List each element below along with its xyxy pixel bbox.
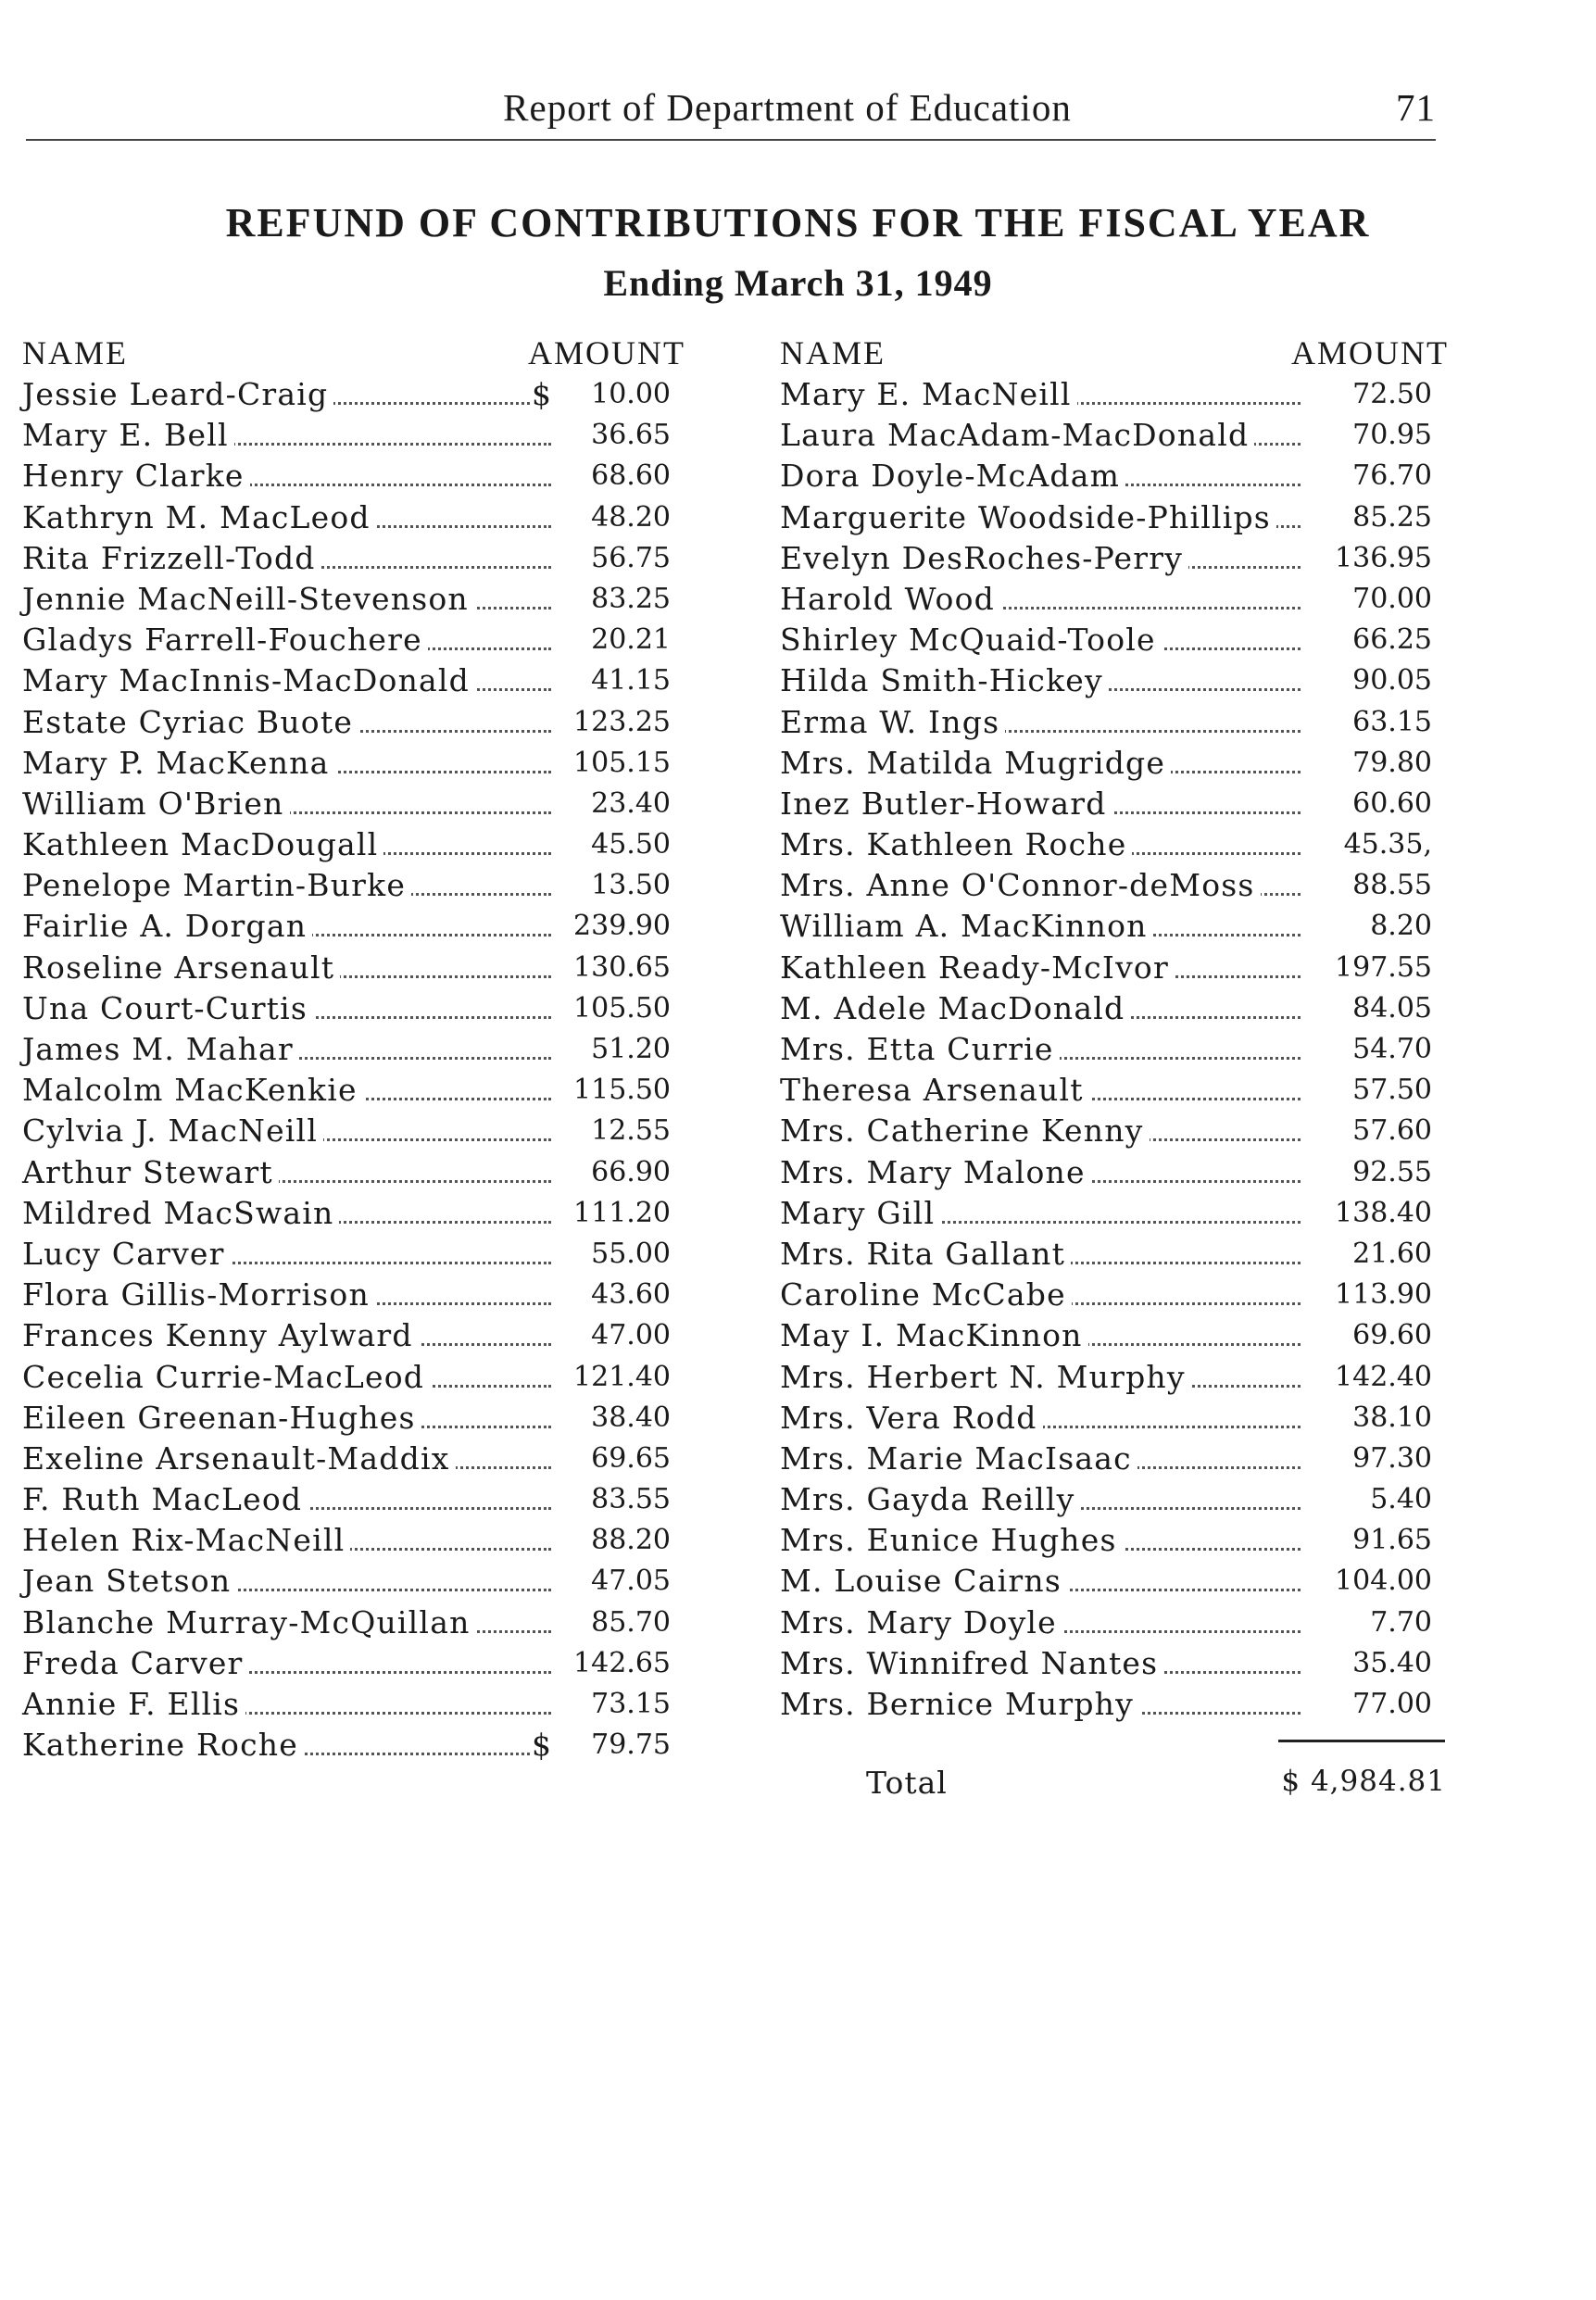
table-row (780, 579, 1449, 620)
table-row (780, 620, 1449, 660)
entry-amount: 60.60 (1352, 786, 1432, 820)
table-row (22, 1439, 685, 1479)
table-row (22, 865, 685, 906)
entry-name: Annie F. Ellis (22, 1684, 245, 1725)
entry-amount: 69.65 (591, 1441, 671, 1475)
entry-amount: 45.35, (1343, 828, 1432, 861)
entry-amount: 35.40 (1352, 1646, 1432, 1679)
entry-amount: 88.55 (1352, 869, 1432, 902)
entry-name: Mrs. Rita Gallant (780, 1234, 1071, 1275)
entry-amount: 57.50 (1352, 1074, 1432, 1107)
entry-name: Exeline Arsenault-Maddix (22, 1439, 456, 1479)
entry-amount: 121.40 (573, 1360, 671, 1393)
header-rule (26, 139, 1436, 141)
table-row (22, 824, 685, 865)
entry-name: Gladys Farrell-Fouchere (22, 620, 428, 660)
table-row (780, 415, 1449, 456)
entry-amount: 130.65 (573, 950, 671, 984)
entry-amount: 84.05 (1352, 991, 1432, 1024)
running-title: Report of Department of Education (503, 86, 1072, 129)
entry-name: Marguerite Woodside-Phillips (780, 497, 1276, 538)
table-row (780, 1643, 1449, 1684)
entry-name: Lucy Carver (22, 1234, 231, 1275)
entry-amount: 105.15 (573, 746, 671, 779)
entry-amount: 72.50 (1352, 378, 1432, 410)
table-row (22, 620, 685, 660)
table-row (780, 743, 1449, 784)
entry-name: Mrs. Anne O'Connor-deMoss (780, 865, 1261, 906)
entry-name: Mary MacInnis-MacDonald (22, 660, 475, 701)
entry-amount: 55.00 (591, 1237, 671, 1270)
entry-name: Mrs. Etta Currie (780, 1029, 1060, 1070)
entry-amount: 43.60 (591, 1278, 671, 1312)
entry-amount: 85.25 (1352, 500, 1432, 534)
total-amount: $ 4,984.81 (1281, 1765, 1446, 1798)
entry-name: Arthur Stewart (22, 1152, 279, 1193)
table-row (780, 456, 1449, 496)
entry-name: Mrs. Kathleen Roche (780, 824, 1132, 865)
entry-amount: 66.90 (591, 1155, 671, 1188)
entry-amount: 7.70 (1370, 1605, 1432, 1639)
entry-amount: 113.90 (1335, 1278, 1432, 1312)
page-number: 71 (1396, 86, 1436, 129)
entry-name: Katherine Roche (22, 1725, 304, 1766)
entry-amount: 197.55 (1335, 950, 1432, 984)
running-head (139, 85, 1436, 141)
total-rule (1278, 1740, 1445, 1742)
right-column (780, 333, 1449, 1725)
table-row (22, 1725, 685, 1766)
table-row (22, 906, 685, 947)
entry-name: Shirley McQuaid-Toole (780, 620, 1162, 660)
entry-name: Mary P. MacKenna (22, 743, 335, 784)
table-row (780, 1357, 1449, 1398)
entry-name: Mary E. MacNeill (780, 374, 1077, 415)
name-header: NAME (22, 334, 128, 371)
table-row (22, 702, 685, 743)
entry-name: Mrs. Winnifred Nantes (780, 1643, 1163, 1684)
total-label: Total (866, 1765, 948, 1801)
entry-name: Mrs. Catherine Kenny (780, 1111, 1150, 1151)
table-row (22, 743, 685, 784)
table-row (22, 948, 685, 988)
entry-name: Mrs. Marie MacIsaac (780, 1439, 1137, 1479)
entry-amount: 142.65 (573, 1646, 671, 1679)
entry-name: Caroline McCabe (780, 1275, 1072, 1315)
entry-amount: 136.95 (1335, 541, 1432, 574)
dollar-sign: $ (530, 1725, 551, 1766)
right-column-header (780, 333, 1449, 374)
entry-amount: 56.75 (591, 541, 671, 574)
table-row (780, 660, 1449, 701)
entry-name: Inez Butler-Howard (780, 784, 1112, 824)
entry-amount: 68.60 (591, 459, 671, 493)
entry-name: Mrs. Herbert N. Murphy (780, 1357, 1191, 1398)
entry-amount: 10.00 (591, 378, 671, 410)
entry-name: Una Court-Curtis (22, 988, 313, 1029)
entry-amount: 83.25 (591, 582, 671, 615)
entry-name: Jean Stetson (22, 1561, 236, 1602)
entry-name: Mildred MacSwain (22, 1193, 339, 1234)
table-subtitle: Ending March 31, 1949 (603, 262, 993, 304)
entry-name: May I. MacKinnon (780, 1315, 1088, 1356)
entry-amount: 73.15 (591, 1688, 671, 1720)
entry-amount: 138.40 (1335, 1196, 1432, 1229)
table-row (780, 1479, 1449, 1520)
entry-name: Theresa Arsenault (780, 1070, 1089, 1111)
entry-name: Roseline Arsenault (22, 948, 340, 988)
entry-amount: 63.15 (1352, 705, 1432, 738)
entry-amount: 54.70 (1352, 1033, 1432, 1065)
entry-amount: 45.50 (591, 828, 671, 861)
entry-amount: 21.60 (1352, 1237, 1432, 1270)
entry-name: Malcolm MacKenkie (22, 1070, 363, 1111)
table-row (22, 1602, 685, 1643)
entry-amount: 70.00 (1352, 582, 1432, 615)
entry-name: Frances Kenny Aylward (22, 1315, 419, 1356)
entry-name: Mrs. Vera Rodd (780, 1398, 1043, 1439)
entry-name: Estate Cyriac Buote (22, 702, 358, 743)
entry-name: M. Adele MacDonald (780, 988, 1130, 1029)
entry-amount: 13.50 (591, 869, 671, 902)
table-row (780, 1398, 1449, 1439)
table-row (780, 1561, 1449, 1602)
entry-amount: 104.00 (1335, 1565, 1432, 1598)
entry-amount: 47.00 (591, 1319, 671, 1352)
entry-amount: 115.50 (573, 1074, 671, 1107)
table-row (780, 374, 1449, 415)
table-row (780, 1070, 1449, 1111)
table-row (780, 824, 1449, 865)
table-row (22, 456, 685, 496)
entry-amount: 41.15 (591, 664, 671, 698)
entry-name: Fairlie A. Dorgan (22, 906, 312, 947)
table-row (22, 988, 685, 1029)
entry-name: Henry Clarke (22, 456, 250, 496)
table-row (22, 1315, 685, 1356)
table-row (22, 1070, 685, 1111)
table-row (780, 1193, 1449, 1234)
left-column-header (22, 333, 685, 374)
entry-amount: 51.20 (591, 1033, 671, 1065)
entry-amount: 85.70 (591, 1605, 671, 1639)
left-entry-list (22, 374, 685, 1766)
table-row (780, 1111, 1449, 1151)
entry-name: Mrs. Matilda Mugridge (780, 743, 1171, 784)
table-row (22, 374, 685, 415)
entry-name: Erma W. Ings (780, 702, 1005, 743)
entry-amount: 36.65 (591, 419, 671, 452)
entry-amount: 123.25 (573, 705, 671, 738)
entry-name: Flora Gillis-Morrison (22, 1275, 375, 1315)
table-row (22, 579, 685, 620)
table-row (780, 1152, 1449, 1193)
entry-name: Mary Gill (780, 1193, 940, 1234)
table-row (22, 1684, 685, 1725)
entry-name: Mrs. Mary Doyle (780, 1602, 1062, 1643)
entry-name: Evelyn DesRoches-Perry (780, 538, 1188, 579)
entry-name: Jessie Leard-Craig (22, 374, 333, 415)
entry-amount: 20.21 (591, 623, 671, 657)
entry-amount: 90.05 (1352, 664, 1432, 698)
table-row (780, 1275, 1449, 1315)
entry-name: F. Ruth MacLeod (22, 1479, 308, 1520)
table-row (22, 1643, 685, 1684)
table-row (780, 1029, 1449, 1070)
entry-name: Mrs. Mary Malone (780, 1152, 1091, 1193)
table-row (780, 1234, 1449, 1275)
entry-amount: 92.55 (1352, 1155, 1432, 1188)
entry-amount: 69.60 (1352, 1319, 1432, 1352)
entry-name: Cylvia J. MacNeill (22, 1111, 323, 1151)
entry-name: Eileen Greenan-Hughes (22, 1398, 421, 1439)
table-row (780, 1315, 1449, 1356)
table-row (22, 1234, 685, 1275)
entry-amount: 79.75 (591, 1728, 671, 1762)
table-row (22, 1193, 685, 1234)
table-row (780, 988, 1449, 1029)
entry-amount: 79.80 (1352, 746, 1432, 779)
entry-name: William A. MacKinnon (780, 906, 1153, 947)
entry-name: Mrs. Eunice Hughes (780, 1520, 1123, 1561)
entry-name: Jennie MacNeill-Stevenson (22, 579, 474, 620)
entry-name: Dora Doyle-McAdam (780, 456, 1125, 496)
table-row (22, 415, 685, 456)
entry-name: Kathryn M. MacLeod (22, 497, 376, 538)
entry-name: Mrs. Bernice Murphy (780, 1684, 1139, 1725)
entry-name: Mrs. Gayda Reilly (780, 1479, 1081, 1520)
table-row (780, 1439, 1449, 1479)
entry-amount: 23.40 (591, 786, 671, 820)
entry-name: M. Louise Cairns (780, 1561, 1067, 1602)
entry-name: Kathleen MacDougall (22, 824, 383, 865)
entry-name: Blanche Murray-McQuillan (22, 1602, 476, 1643)
entry-amount: 12.55 (591, 1114, 671, 1148)
entry-amount: 77.00 (1352, 1688, 1432, 1720)
table-row (22, 1398, 685, 1439)
entry-name: Mary E. Bell (22, 415, 234, 456)
left-column (22, 333, 685, 1766)
entry-name: Cecelia Currie-MacLeod (22, 1357, 430, 1398)
entry-amount: 83.55 (591, 1483, 671, 1516)
entry-amount: 142.40 (1335, 1360, 1432, 1393)
amount-header: AMOUNT (528, 334, 685, 371)
entry-amount: 88.20 (591, 1524, 671, 1557)
dollar-sign: $ (530, 374, 551, 415)
table-row (22, 1029, 685, 1070)
table-row (22, 1152, 685, 1193)
entry-amount: 105.50 (573, 991, 671, 1024)
entry-name: William O'Brien (22, 784, 290, 824)
entry-amount: 8.20 (1370, 910, 1432, 943)
entry-name: Rita Frizzell-Todd (22, 538, 321, 579)
table-row (780, 865, 1449, 906)
table-row (22, 497, 685, 538)
amount-header: AMOUNT (1291, 334, 1449, 371)
entry-amount: 38.10 (1352, 1401, 1432, 1434)
table-row (22, 1111, 685, 1151)
table-row (780, 702, 1449, 743)
entry-amount: 47.05 (591, 1565, 671, 1598)
entry-name: James M. Mahar (22, 1029, 299, 1070)
table-row (22, 538, 685, 579)
table-row (780, 1684, 1449, 1725)
entry-name: Kathleen Ready-McIvor (780, 948, 1175, 988)
table-row (22, 1479, 685, 1520)
entry-name: Penelope Martin-Burke (22, 865, 411, 906)
entry-amount: 5.40 (1370, 1483, 1432, 1516)
right-entry-list (780, 374, 1449, 1725)
entry-amount: 57.60 (1352, 1114, 1432, 1148)
entry-amount: 91.65 (1352, 1524, 1432, 1557)
table-row (780, 948, 1449, 988)
table-row (22, 1520, 685, 1561)
entry-name: Freda Carver (22, 1643, 249, 1684)
entry-amount: 38.40 (591, 1401, 671, 1434)
entry-amount: 66.25 (1352, 623, 1432, 657)
table-row (780, 1602, 1449, 1643)
entry-name: Harold Wood (780, 579, 1000, 620)
table-row (22, 1275, 685, 1315)
entry-amount: 48.20 (591, 500, 671, 534)
entry-amount: 97.30 (1352, 1441, 1432, 1475)
entry-name: Helen Rix-MacNeill (22, 1520, 350, 1561)
table-row (22, 1357, 685, 1398)
table-row (22, 1561, 685, 1602)
entry-amount: 76.70 (1352, 459, 1432, 493)
table-row (780, 538, 1449, 579)
table-row (780, 497, 1449, 538)
entry-amount: 239.90 (573, 910, 671, 943)
name-header: NAME (780, 334, 886, 371)
entry-amount: 111.20 (573, 1196, 671, 1229)
table-row (780, 906, 1449, 947)
table-row (780, 1520, 1449, 1561)
entry-name: Laura MacAdam-MacDonald (780, 415, 1254, 456)
table-row (780, 784, 1449, 824)
entry-name: Hilda Smith-Hickey (780, 660, 1109, 701)
table-row (22, 784, 685, 824)
table-title: REFUND OF CONTRIBUTIONS FOR THE FISCAL YEAR (225, 200, 1371, 245)
table-row (22, 660, 685, 701)
entry-amount: 70.95 (1352, 419, 1432, 452)
